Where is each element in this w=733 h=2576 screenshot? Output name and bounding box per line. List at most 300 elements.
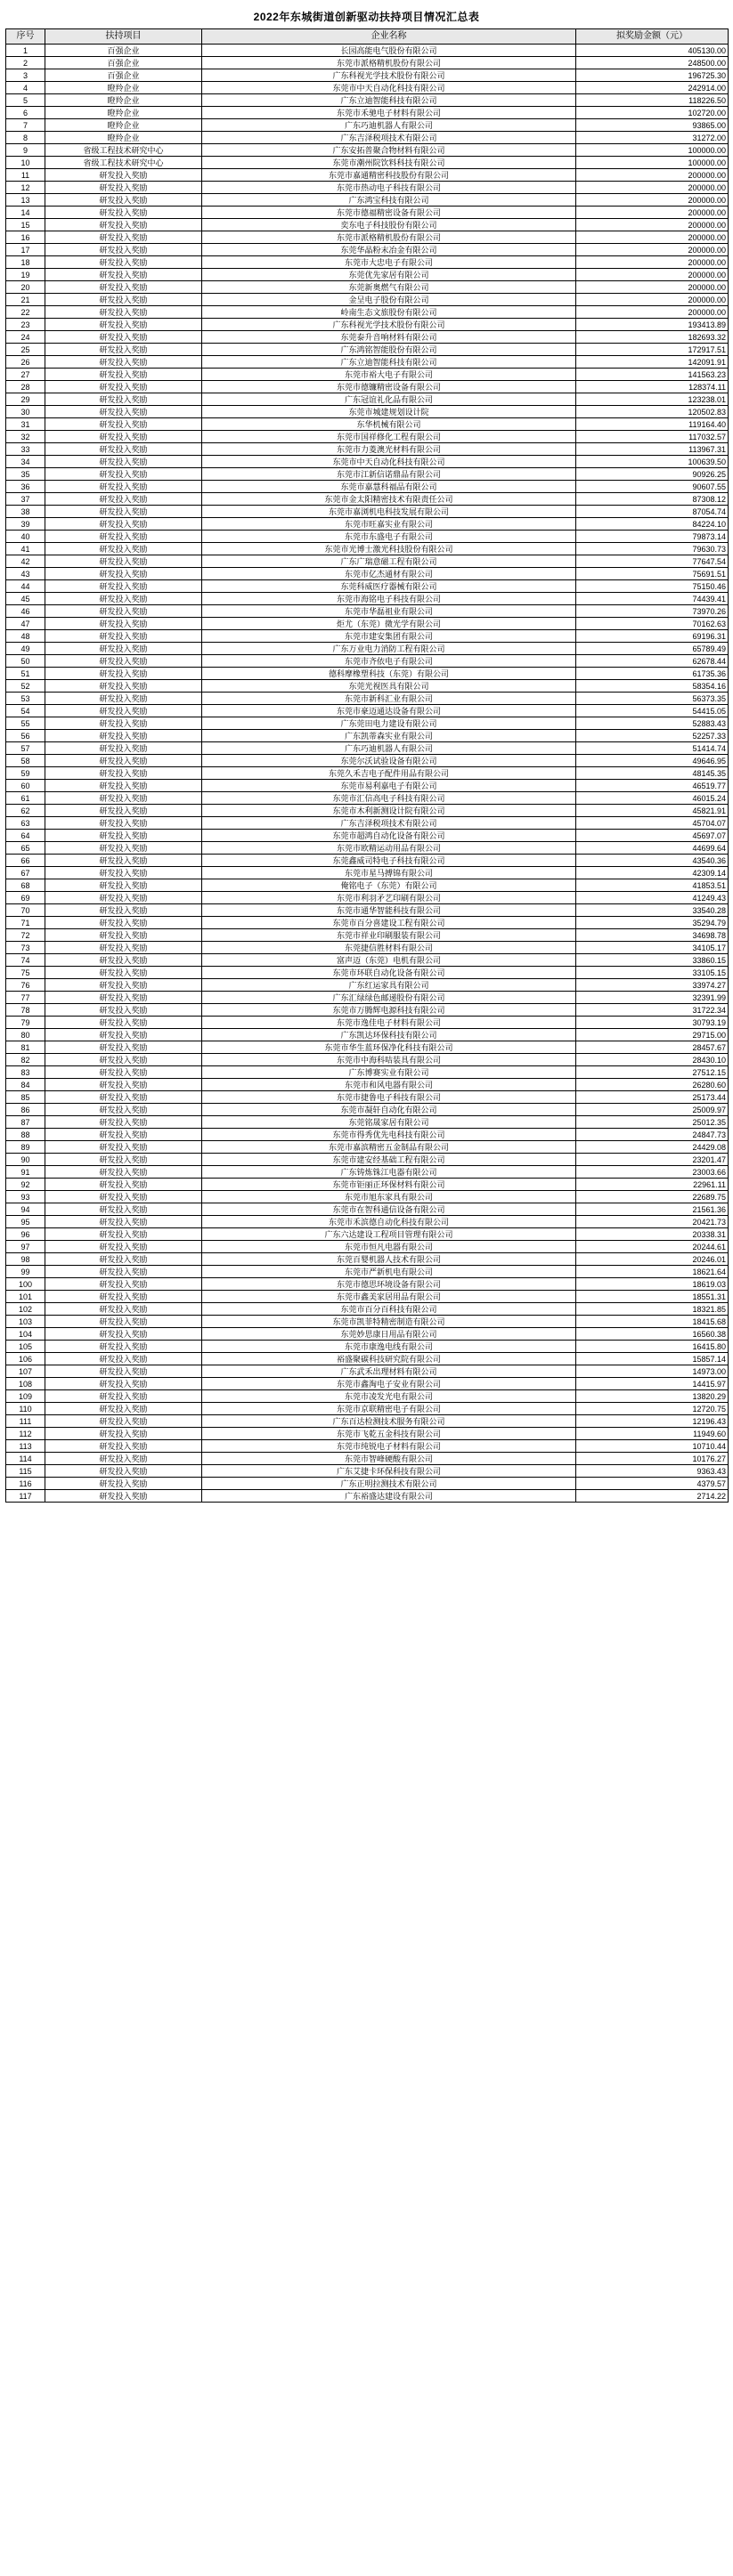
cell-amount: 200000.00 [576, 231, 729, 244]
cell-index: 61 [6, 792, 45, 805]
table-row [6, 1266, 729, 1278]
table-row [6, 431, 729, 443]
cell-index: 48 [6, 630, 45, 643]
cell-program: 百强企业 [45, 45, 202, 57]
table-row [6, 979, 729, 992]
table-row [6, 992, 729, 1004]
cell-program: 研发投入奖励 [45, 967, 202, 979]
cell-index: 115 [6, 1465, 45, 1478]
table-row [6, 1316, 729, 1328]
cell-amount: 128374.11 [576, 381, 729, 393]
cell-index: 36 [6, 481, 45, 493]
cell-index: 24 [6, 331, 45, 344]
cell-company: 东莞市城建规划设计院 [202, 406, 576, 418]
cell-index: 83 [6, 1066, 45, 1079]
cell-amount: 33105.15 [576, 967, 729, 979]
cell-program: 研发投入奖励 [45, 705, 202, 717]
cell-amount: 141563.23 [576, 369, 729, 381]
cell-program: 研发投入奖励 [45, 1004, 202, 1017]
cell-index: 59 [6, 767, 45, 780]
table-row [6, 1029, 729, 1041]
table-row [6, 506, 729, 518]
cell-company: 东莞市凌发光电有限公司 [202, 1390, 576, 1403]
cell-amount: 93865.00 [576, 119, 729, 132]
cell-company: 东莞市旭东家具有限公司 [202, 1191, 576, 1203]
cell-index: 90 [6, 1154, 45, 1166]
cell-amount: 20338.31 [576, 1228, 729, 1241]
cell-index: 65 [6, 842, 45, 855]
cell-amount: 48145.35 [576, 767, 729, 780]
cell-amount: 21561.36 [576, 1203, 729, 1216]
cell-index: 44 [6, 580, 45, 593]
cell-company: 广东红运家具有限公司 [202, 979, 576, 992]
cell-company: 东莞市嘉浏机电科技发展有限公司 [202, 506, 576, 518]
cell-index: 51 [6, 668, 45, 680]
cell-index: 77 [6, 992, 45, 1004]
cell-index: 60 [6, 780, 45, 792]
cell-amount: 2714.22 [576, 1490, 729, 1503]
cell-index: 98 [6, 1253, 45, 1266]
cell-company: 广东莞田电力建设有限公司 [202, 717, 576, 730]
cell-company: 东莞市豪迈通达设备有限公司 [202, 705, 576, 717]
cell-company: 东莞市华生蓝环保净化科技有限公司 [202, 1041, 576, 1054]
cell-amount: 118226.50 [576, 94, 729, 107]
cell-index: 30 [6, 406, 45, 418]
cell-amount: 30793.19 [576, 1017, 729, 1029]
cell-company: 广东艾捷卡环保科技有限公司 [202, 1465, 576, 1478]
cell-company: 东莞市京联精密电子有限公司 [202, 1403, 576, 1415]
cell-program: 研发投入奖励 [45, 381, 202, 393]
table-row [6, 942, 729, 954]
table-row [6, 842, 729, 855]
cell-index: 93 [6, 1191, 45, 1203]
table-row [6, 107, 729, 119]
cell-amount: 62678.44 [576, 655, 729, 668]
table-row [6, 356, 729, 369]
cell-program: 研发投入奖励 [45, 1465, 202, 1478]
cell-amount: 45697.07 [576, 830, 729, 842]
cell-company: 东莞市智峰硬酸有限公司 [202, 1453, 576, 1465]
table-row [6, 1041, 729, 1054]
table-row [6, 207, 729, 219]
cell-index: 18 [6, 256, 45, 269]
cell-company: 东莞华晶粉末冶金有限公司 [202, 244, 576, 256]
cell-program: 研发投入奖励 [45, 1017, 202, 1029]
cell-amount: 56373.35 [576, 693, 729, 705]
table-row [6, 82, 729, 94]
table-row [6, 1465, 729, 1478]
cell-index: 46 [6, 605, 45, 618]
cell-program: 研发投入奖励 [45, 543, 202, 555]
cell-amount: 18551.31 [576, 1291, 729, 1303]
cell-program: 瞪羚企业 [45, 107, 202, 119]
cell-program: 瞪羚企业 [45, 119, 202, 132]
cell-amount: 100000.00 [576, 144, 729, 157]
cell-company: 东莞泰升音响材料有限公司 [202, 331, 576, 344]
cell-company: 广东科视光学技术股份有限公司 [202, 69, 576, 82]
table-row [6, 1228, 729, 1241]
cell-amount: 248500.00 [576, 57, 729, 69]
cell-company: 长园高能电气股份有限公司 [202, 45, 576, 57]
cell-company: 东莞市德思环境设备有限公司 [202, 1278, 576, 1291]
table-row [6, 1478, 729, 1490]
table-row [6, 1004, 729, 1017]
cell-index: 97 [6, 1241, 45, 1253]
cell-amount: 42309.14 [576, 867, 729, 879]
table-row [6, 1241, 729, 1253]
cell-amount: 41853.51 [576, 879, 729, 892]
table-row [6, 1216, 729, 1228]
table-row [6, 344, 729, 356]
cell-index: 89 [6, 1141, 45, 1154]
cell-index: 72 [6, 929, 45, 942]
cell-company: 东莞市在智科通信设备有限公司 [202, 1203, 576, 1216]
table-row [6, 668, 729, 680]
cell-company: 东莞市飞乾五金科技有限公司 [202, 1428, 576, 1440]
cell-amount: 200000.00 [576, 256, 729, 269]
cell-company: 奕东电子科技股份有限公司 [202, 219, 576, 231]
cell-index: 76 [6, 979, 45, 992]
cell-company: 广东武禾出理材料有限公司 [202, 1365, 576, 1378]
cell-program: 百强企业 [45, 69, 202, 82]
cell-program: 研发投入奖励 [45, 1378, 202, 1390]
cell-amount: 23003.66 [576, 1166, 729, 1179]
table-row [6, 705, 729, 717]
cell-company: 东莞市德福精密设备有限公司 [202, 207, 576, 219]
cell-company: 广东冠谊礼化品有限公司 [202, 393, 576, 406]
cell-index: 9 [6, 144, 45, 157]
cell-index: 86 [6, 1104, 45, 1116]
cell-index: 117 [6, 1490, 45, 1503]
cell-company: 东莞市旺嘉实业有限公司 [202, 518, 576, 531]
cell-program: 瞪羚企业 [45, 94, 202, 107]
cell-index: 34 [6, 456, 45, 468]
table-row [6, 1328, 729, 1341]
cell-company: 广东正明拉测技术有限公司 [202, 1478, 576, 1490]
cell-program: 研发投入奖励 [45, 580, 202, 593]
cell-program: 研发投入奖励 [45, 917, 202, 929]
table-row [6, 69, 729, 82]
cell-company: 广东科视光学技术股份有限公司 [202, 319, 576, 331]
table-row [6, 1079, 729, 1091]
table-row [6, 580, 729, 593]
cell-company: 东莞市光博士激光科技股份有限公司 [202, 543, 576, 555]
cell-amount: 24847.73 [576, 1129, 729, 1141]
cell-program: 研发投入奖励 [45, 1341, 202, 1353]
cell-program: 研发投入奖励 [45, 1353, 202, 1365]
table-row [6, 1353, 729, 1365]
cell-amount: 20244.61 [576, 1241, 729, 1253]
cell-company: 东莞鑫威司特电子科技有限公司 [202, 855, 576, 867]
table-row [6, 1365, 729, 1378]
cell-amount: 74439.41 [576, 593, 729, 605]
table-row [6, 742, 729, 755]
table-row [6, 94, 729, 107]
table-row [6, 144, 729, 157]
table-row [6, 281, 729, 294]
cell-company: 东莞捷信胜材料有限公司 [202, 942, 576, 954]
cell-program: 省级工程技术研究中心 [45, 144, 202, 157]
cell-program: 研发投入奖励 [45, 1241, 202, 1253]
cell-program: 研发投入奖励 [45, 169, 202, 182]
table-row [6, 1104, 729, 1116]
cell-index: 82 [6, 1054, 45, 1066]
cell-company: 广东吉泽税项技术有限公司 [202, 132, 576, 144]
table-row [6, 593, 729, 605]
cell-program: 研发投入奖励 [45, 344, 202, 356]
cell-amount: 27512.15 [576, 1066, 729, 1079]
cell-amount: 119164.40 [576, 418, 729, 431]
cell-amount: 18621.64 [576, 1266, 729, 1278]
cell-index: 50 [6, 655, 45, 668]
cell-index: 8 [6, 132, 45, 144]
cell-program: 研发投入奖励 [45, 992, 202, 1004]
cell-company: 广东鸿宝科技有限公司 [202, 194, 576, 207]
cell-program: 研发投入奖励 [45, 805, 202, 817]
cell-program: 研发投入奖励 [45, 1440, 202, 1453]
cell-index: 55 [6, 717, 45, 730]
cell-program: 研发投入奖励 [45, 219, 202, 231]
cell-amount: 61735.36 [576, 668, 729, 680]
cell-program: 研发投入奖励 [45, 855, 202, 867]
table-row [6, 904, 729, 917]
table-row [6, 605, 729, 618]
cell-amount: 33860.15 [576, 954, 729, 967]
cell-amount: 25009.97 [576, 1104, 729, 1116]
table-row [6, 643, 729, 655]
cell-index: 33 [6, 443, 45, 456]
table-row [6, 493, 729, 506]
cell-company: 东莞优先家居有限公司 [202, 269, 576, 281]
table-row [6, 531, 729, 543]
table-row [6, 1054, 729, 1066]
table-row [6, 879, 729, 892]
cell-index: 111 [6, 1415, 45, 1428]
table-row [6, 555, 729, 568]
cell-index: 96 [6, 1228, 45, 1241]
cell-program: 研发投入奖励 [45, 256, 202, 269]
cell-company: 东莞市逸佳电子材料有限公司 [202, 1017, 576, 1029]
cell-amount: 18619.03 [576, 1278, 729, 1291]
table-row [6, 182, 729, 194]
cell-company: 广东广瑞意磁工程有限公司 [202, 555, 576, 568]
cell-amount: 172917.51 [576, 344, 729, 356]
cell-amount: 33974.27 [576, 979, 729, 992]
cell-program: 研发投入奖励 [45, 742, 202, 755]
cell-program: 研发投入奖励 [45, 630, 202, 643]
table-row [6, 418, 729, 431]
cell-index: 52 [6, 680, 45, 693]
cell-program: 研发投入奖励 [45, 1228, 202, 1241]
cell-amount: 24429.08 [576, 1141, 729, 1154]
table-row [6, 817, 729, 830]
cell-amount: 100000.00 [576, 157, 729, 169]
table-row [6, 543, 729, 555]
table-row [6, 331, 729, 344]
cell-company: 东莞市通华智能科技有限公司 [202, 904, 576, 917]
cell-amount: 16415.80 [576, 1341, 729, 1353]
cell-company: 东莞市禾驰电子材料有限公司 [202, 107, 576, 119]
cell-company: 裕盛聚碳科技研究院有限公司 [202, 1353, 576, 1365]
table-row [6, 194, 729, 207]
cell-company: 东莞市国祥修化工程有限公司 [202, 431, 576, 443]
cell-company: 东莞市金太阳精密技术有限责任公司 [202, 493, 576, 506]
table-row [6, 169, 729, 182]
cell-company: 东莞市得秀优先电科技有限公司 [202, 1129, 576, 1141]
cell-amount: 29715.00 [576, 1029, 729, 1041]
table-row [6, 855, 729, 867]
cell-index: 116 [6, 1478, 45, 1490]
cell-amount: 32391.99 [576, 992, 729, 1004]
cell-company: 广东凯达环保科技有限公司 [202, 1029, 576, 1041]
cell-company: 广东吉泽税项技术有限公司 [202, 817, 576, 830]
cell-program: 研发投入奖励 [45, 1054, 202, 1066]
cell-amount: 142091.91 [576, 356, 729, 369]
cell-index: 104 [6, 1328, 45, 1341]
cell-amount: 12196.43 [576, 1415, 729, 1428]
cell-amount: 200000.00 [576, 269, 729, 281]
cell-index: 6 [6, 107, 45, 119]
cell-amount: 113967.31 [576, 443, 729, 456]
cell-amount: 200000.00 [576, 194, 729, 207]
cell-company: 东莞市热动电子科技有限公司 [202, 182, 576, 194]
cell-program: 研发投入奖励 [45, 1415, 202, 1428]
cell-company: 东莞市中海科咭装具有限公司 [202, 1054, 576, 1066]
table-row [6, 1141, 729, 1154]
cell-company: 东莞市纯锐电子材料有限公司 [202, 1440, 576, 1453]
table-row [6, 717, 729, 730]
cell-company: 金呈电子股份有限公司 [202, 294, 576, 306]
table-row [6, 256, 729, 269]
cell-amount: 10710.44 [576, 1440, 729, 1453]
cell-program: 研发投入奖励 [45, 1116, 202, 1129]
cell-amount: 45821.91 [576, 805, 729, 817]
cell-index: 78 [6, 1004, 45, 1017]
cell-index: 45 [6, 593, 45, 605]
cell-company: 广东汇绿绿色邮递股份有限公司 [202, 992, 576, 1004]
cell-amount: 79630.73 [576, 543, 729, 555]
table-row [6, 1154, 729, 1166]
cell-program: 研发投入奖励 [45, 593, 202, 605]
table-row [6, 1017, 729, 1029]
cell-index: 28 [6, 381, 45, 393]
cell-amount: 182693.32 [576, 331, 729, 344]
cell-program: 研发投入奖励 [45, 1291, 202, 1303]
cell-index: 91 [6, 1166, 45, 1179]
cell-program: 研发投入奖励 [45, 306, 202, 319]
cell-company: 广东立迪智能科技有限公司 [202, 356, 576, 369]
cell-company: 东莞市建安经基础工程有限公司 [202, 1154, 576, 1166]
cell-index: 37 [6, 493, 45, 506]
cell-index: 102 [6, 1303, 45, 1316]
cell-program: 研发投入奖励 [45, 1091, 202, 1104]
table-row [6, 568, 729, 580]
cell-company: 东莞铭晟家居有限公司 [202, 1116, 576, 1129]
cell-index: 103 [6, 1316, 45, 1328]
cell-amount: 49646.95 [576, 755, 729, 767]
cell-company: 东莞市大忠电子有限公司 [202, 256, 576, 269]
table-row [6, 294, 729, 306]
table-row [6, 1303, 729, 1316]
cell-amount: 20246.01 [576, 1253, 729, 1266]
cell-program: 瞪羚企业 [45, 132, 202, 144]
cell-company: 东莞市严新机电有限公司 [202, 1266, 576, 1278]
cell-company: 东莞市东盛电子有限公司 [202, 531, 576, 543]
cell-program: 研发投入奖励 [45, 555, 202, 568]
cell-amount: 200000.00 [576, 207, 729, 219]
table-row [6, 481, 729, 493]
cell-amount: 9363.43 [576, 1465, 729, 1478]
cell-program: 研发投入奖励 [45, 294, 202, 306]
table-row [6, 1129, 729, 1141]
cell-program: 百强企业 [45, 57, 202, 69]
cell-index: 49 [6, 643, 45, 655]
cell-program: 研发投入奖励 [45, 207, 202, 219]
table-row [6, 219, 729, 231]
table-row [6, 319, 729, 331]
cell-program: 研发投入奖励 [45, 1029, 202, 1041]
cell-index: 15 [6, 219, 45, 231]
cell-amount: 46519.77 [576, 780, 729, 792]
cell-program: 研发投入奖励 [45, 182, 202, 194]
cell-program: 研发投入奖励 [45, 194, 202, 207]
cell-program: 研发投入奖励 [45, 231, 202, 244]
table-row [6, 381, 729, 393]
cell-amount: 200000.00 [576, 169, 729, 182]
table-row [6, 1440, 729, 1453]
cell-program: 研发投入奖励 [45, 1141, 202, 1154]
column-header-amount: 拟奖励金额（元） [576, 29, 729, 45]
cell-company: 东莞新奥燃气有限公司 [202, 281, 576, 294]
cell-program: 研发投入奖励 [45, 356, 202, 369]
cell-index: 99 [6, 1266, 45, 1278]
cell-amount: 16560.38 [576, 1328, 729, 1341]
cell-index: 80 [6, 1029, 45, 1041]
cell-index: 41 [6, 543, 45, 555]
cell-company: 东莞市禾滨德自动化科技有限公司 [202, 1216, 576, 1228]
cell-program: 研发投入奖励 [45, 456, 202, 468]
cell-index: 3 [6, 69, 45, 82]
cell-amount: 34698.78 [576, 929, 729, 942]
cell-program: 研发投入奖励 [45, 929, 202, 942]
cell-index: 67 [6, 867, 45, 879]
cell-index: 7 [6, 119, 45, 132]
cell-company: 东莞市木利新测设计院有限公司 [202, 805, 576, 817]
cell-company: 广东巧迪机器人有限公司 [202, 742, 576, 755]
table-row [6, 917, 729, 929]
cell-company: 广东铸炼铢江电器有限公司 [202, 1166, 576, 1179]
cell-program: 研发投入奖励 [45, 319, 202, 331]
cell-program: 研发投入奖励 [45, 1390, 202, 1403]
cell-index: 14 [6, 207, 45, 219]
cell-index: 85 [6, 1091, 45, 1104]
cell-company: 东莞光视医具有限公司 [202, 680, 576, 693]
cell-amount: 13820.29 [576, 1390, 729, 1403]
cell-program: 研发投入奖励 [45, 1079, 202, 1091]
table-row [6, 456, 729, 468]
table-row [6, 45, 729, 57]
cell-amount: 22689.75 [576, 1191, 729, 1203]
cell-amount: 23201.47 [576, 1154, 729, 1166]
table-row [6, 618, 729, 630]
cell-amount: 84224.10 [576, 518, 729, 531]
cell-company: 东莞尔沃试验设备有限公司 [202, 755, 576, 767]
table-row [6, 269, 729, 281]
table-row [6, 406, 729, 418]
cell-amount: 193413.89 [576, 319, 729, 331]
cell-amount: 200000.00 [576, 244, 729, 256]
cell-program: 研发投入奖励 [45, 1328, 202, 1341]
